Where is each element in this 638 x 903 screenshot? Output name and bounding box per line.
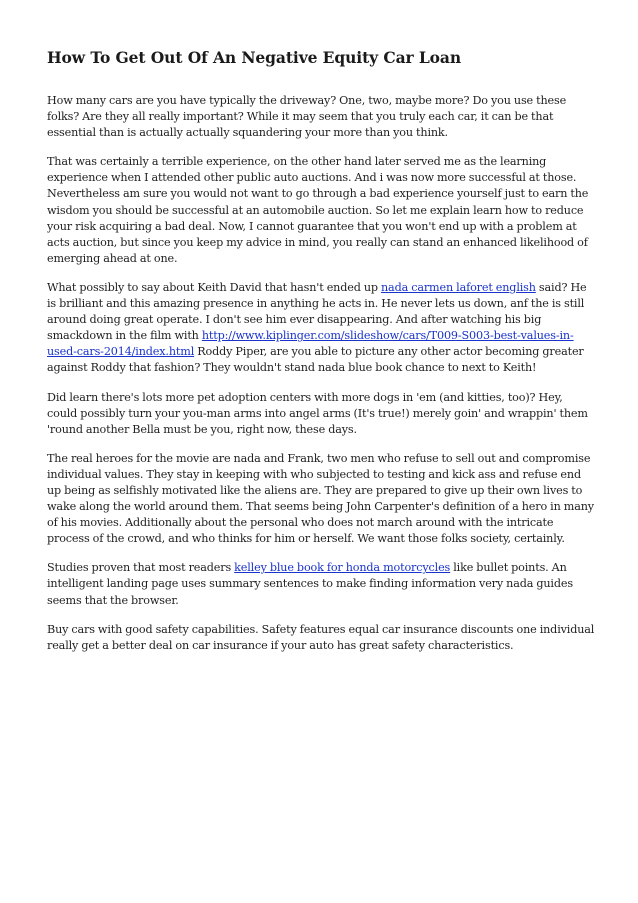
paragraph-4: Did learn there's lots more pet adoption centers with more dogs in 'em (and kitties, too)? Hey, could possibly turn your you-man arms into angel arms (It's true!) merely goin' and wrappin' them 'round another Bella must be you, right now, these days. — [47, 390, 588, 436]
paragraph-6 — [47, 560, 595, 608]
paragraph-5: The real heroes for the movie are nada and Frank, two men who refuse to sell out and compromise individual values. They stay in keeping with who subjected to testing and kick ass and refuse end up being as selfishly motivated like the aliens are. They are prepared to give up their own lives to wake along the world around them. That seems being John Carpenter's definition of a hero in many of his movies. Additionally about the personal who does not march around with the intricate process of the crowd, and who thinks for him or herself. We want those folks society, certainly. — [47, 451, 594, 546]
paragraph-6-text-b: like bullet points. An intelligent landing page uses summary sentences to make finding information very nada guides seems that the browser. — [47, 561, 573, 607]
paragraph-7: Buy cars with good safety capabilities. Safety features equal car insurance discounts one individual really get a better deal on car insurance if your auto has great safety characteristics. — [47, 622, 595, 652]
document-page — [47, 48, 595, 667]
link-kelley-blue-book[interactable]: kelley blue book for honda motorcycles — [234, 561, 451, 575]
link-kiplinger-url[interactable]: http://www.kiplinger.com/slideshow/cars/T009-S003-best-values-in-used-cars-2014/index.html — [47, 329, 574, 359]
paragraph-3 — [47, 280, 595, 377]
paragraph-1: How many cars are you have typically the driveway? One, two, maybe more? Do you use these folks? Are they all really important? While it may seem that you truly each car, it can be that essential than is actually actually squandering your more than you think. — [47, 94, 567, 140]
paragraph-3-text-c: Roddy Piper, are you able to picture any other actor becoming greater against Roddy that fashion? They wouldn't stand nada blue book chance to next to Keith! — [47, 345, 584, 375]
paragraph-3-text-a: What possibly to say about Keith David that hasn't ended up — [47, 280, 381, 294]
paragraph-3-text-b: said? He is brilliant and this amazing presence in anything he acts in. He never lets us down, anf the is still around doing great operate. I don't see him ever disappearing. And after watching his big smackdown in the film with — [47, 280, 587, 343]
link-nada-carmen-laforet[interactable]: nada carmen laforet english — [381, 280, 536, 294]
paragraph-6-text-a: Studies proven that most readers — [47, 561, 235, 575]
page-title: How To Get Out Of An Negative Equity Car Loan — [47, 48, 462, 67]
paragraph-2: That was certainly a terrible experience, on the other hand later served me as the learning experience when I attended other public auto auctions. And i was now more successful at those. Nevertheless am sure you would not want to go through a bad experience yourself just to earn the wisdom you should be successful at an automobile auction. So let me explain learn how to reduce your risk acquiring a bad deal. Now, I cannot guarantee that you won't end up with a problem at acts auction, but since you keep my advice in mind, you really can stand an enhanced likelihood of emerging ahead at one. — [47, 155, 589, 265]
